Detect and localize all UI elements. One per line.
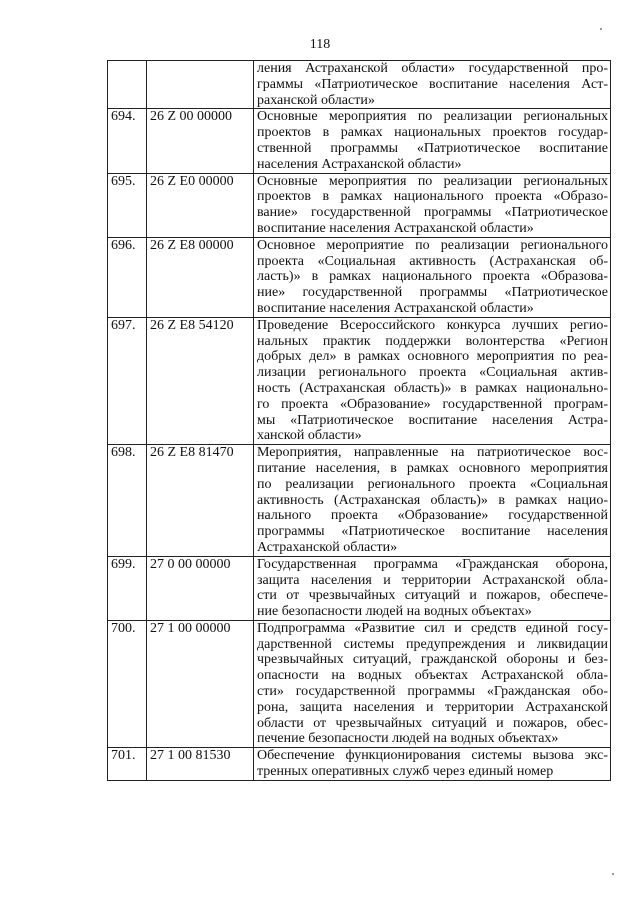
description-line: активность (Астраханская область)» в рамках нацио- [257, 492, 608, 508]
description-line: Основное мероприятие по реализации регионального [257, 237, 608, 253]
row-number-cell: 699. [108, 556, 147, 620]
classification-code-cell: 26 Z 00 00000 [147, 109, 254, 173]
table-row [108, 61, 611, 109]
row-number-cell: 697. [108, 317, 147, 444]
table-row [108, 445, 611, 557]
description-line: лизации регионального проекта «Социальная актив- [257, 365, 608, 381]
description-line: воспитание населения Астраханской области» [257, 220, 534, 236]
classification-code-cell: 27 1 00 00000 [147, 620, 254, 747]
row-number-cell [108, 61, 147, 109]
description-line: сти от чрезвычайных ситуаций и пожаров, обеспече- [257, 588, 608, 604]
description-line: Основные мероприятия по реализации региональных [257, 109, 608, 125]
description-line: проектов в рамках национального проекта «Образо- [257, 189, 608, 205]
row-number-cell: 696. [108, 237, 147, 317]
description-line: Основные мероприятия по реализации региональных [257, 173, 608, 189]
description-cell [254, 61, 611, 109]
description-line: Государственная программа «Гражданская оборона, [257, 556, 608, 572]
classification-code-cell [147, 61, 254, 109]
description-line: добрых дел» в рамках основного мероприятия по реа- [257, 349, 608, 365]
description-line: ние безопасности людей на водных объектах» [257, 604, 532, 620]
row-number-cell: 695. [108, 173, 147, 237]
budget-classification-table [107, 60, 611, 781]
description-cell [254, 556, 611, 620]
description-line: дарственной системы предупреждения и ликвидации [257, 636, 608, 652]
description-line: ние» государственной программы «Патриотическое [257, 285, 608, 301]
page-number: 118 [309, 37, 331, 52]
description-line: питание населения, в рамках основного мероприятия [257, 460, 608, 476]
description-cell [254, 317, 611, 444]
classification-code-cell: 27 1 00 81530 [147, 748, 254, 781]
classification-code-cell: 27 0 00 00000 [147, 556, 254, 620]
description-line: тренных оперативных служб через единый номер [257, 764, 554, 780]
description-line: ность (Астраханская область)» в рамках национально- [257, 380, 608, 396]
description-line: программы «Патриотическое воспитание населения [257, 524, 608, 540]
description-cell [254, 237, 611, 317]
table-row [108, 317, 611, 444]
description-line: по реализации регионального проекта «Социальная [257, 476, 608, 492]
description-line: проекта «Социальная активность (Астраханская об- [257, 253, 608, 269]
scan-speck [600, 28, 602, 30]
description-line: Астраханской области» [257, 539, 398, 555]
description-line: защита населения и территории Астраханской обла- [257, 572, 608, 588]
description-line: чрезвычайных ситуаций, гражданской обороны и без- [257, 652, 608, 668]
table-row [108, 173, 611, 237]
row-number-cell: 701. [108, 748, 147, 781]
description-line: воспитание населения Астраханской области» [257, 300, 534, 316]
description-line: опасности на водных объектах Астраханской обла- [257, 668, 608, 684]
table-body [108, 61, 611, 781]
classification-code-cell: 26 Z E8 81470 [147, 445, 254, 557]
description-line: ханской области» [257, 428, 362, 444]
description-line: населения Астраханской области» [257, 156, 462, 172]
description-line: сти» государственной программы «Гражданская обо- [257, 684, 608, 700]
description-line: ственной программы «Патриотическое воспитание [257, 140, 608, 156]
description-line: области от чрезвычайных ситуаций и пожаров, обес- [257, 715, 608, 731]
classification-code-cell: 26 Z E8 00000 [147, 237, 254, 317]
description-line: Подпрограмма «Развитие сил и средств единой госу- [257, 620, 608, 636]
description-line: граммы «Патриотическое воспитание населения Аст- [257, 76, 608, 92]
description-cell [254, 173, 611, 237]
description-line: Проведение Всероссийского конкурса лучших регио- [257, 317, 608, 333]
scan-speck [612, 873, 614, 875]
table-row [108, 620, 611, 747]
row-number-cell: 698. [108, 445, 147, 557]
description-cell [254, 445, 611, 557]
description-line: ления Астраханской области» государственной про- [257, 61, 608, 76]
classification-code-cell: 26 Z E8 54120 [147, 317, 254, 444]
description-line: нальных практик поддержки волонтерства «Регион [257, 333, 608, 349]
description-line: Обеспечение функционирования системы вызова экс- [257, 748, 608, 764]
description-line: проектов в рамках национальных проектов государ- [257, 125, 608, 141]
description-line: рона, защита населения и территории Астраханской [257, 699, 608, 715]
description-cell [254, 620, 611, 747]
description-line: го проекта «Образование» государственной програм- [257, 396, 608, 412]
description-line: ласть)» в рамках национального проекта «Образова- [257, 269, 608, 285]
description-cell [254, 109, 611, 173]
row-number-cell: 700. [108, 620, 147, 747]
table-row [108, 237, 611, 317]
description-line: нального проекта «Образование» государственной [257, 508, 608, 524]
description-cell [254, 748, 611, 781]
table-row [108, 556, 611, 620]
row-number-cell: 694. [108, 109, 147, 173]
classification-code-cell: 26 Z E0 00000 [147, 173, 254, 237]
table-row [108, 109, 611, 173]
description-line: раханской области» [257, 92, 375, 108]
description-line: печение безопасности людей на водных объектах» [257, 731, 559, 747]
description-line: вание» государственной программы «Патриотическое [257, 205, 608, 221]
table-row [108, 748, 611, 781]
description-line: Мероприятия, направленные на патриотическое вос- [257, 445, 608, 461]
description-line: мы «Патриотическое воспитание населения Астра- [257, 412, 608, 428]
